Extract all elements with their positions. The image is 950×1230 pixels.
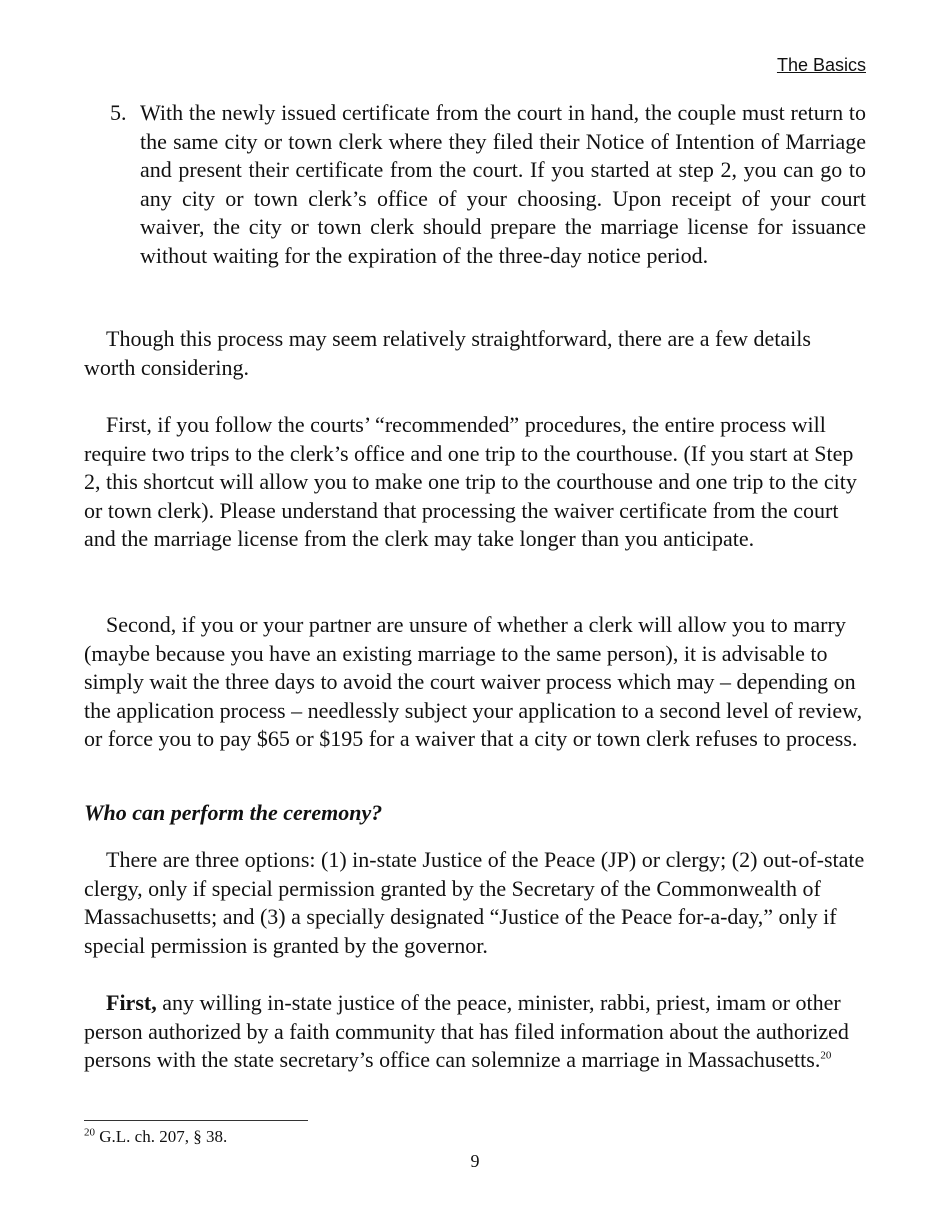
list-number: 5. bbox=[110, 100, 127, 125]
paragraph-first-trips-text: First, if you follow the courts’ “recommended” procedures, the entire process will require two trips to the clerk’s office and one trip to the courthouse. (If you start at Step 2, this shortcut will allow you to make one trip to the courthouse and one trip to the city or town clerk). Please understand that processing the waiver certificate from the court and the marriage license from the clerk may take longer than you anticipate. bbox=[84, 412, 857, 551]
paragraph-three-options-text: There are three options: (1) in-state Justice of the Peace (JP) or clergy; (2) out-of-state clergy, only if special permission granted by the Secretary of the Commonwealth of Massachusetts; and (3) a specially designated “Justice of the Peace for-a-day,” only if special permission is granted by the governor. bbox=[84, 847, 865, 958]
list-text: With the newly issued certificate from the court in hand, the couple must return to the same city or town clerk where they filed their Notice of Intention of Marriage and present their certificate from the court. If you started at step 2, you can go to any city or town clerk’s office of your choosing. Upon receipt of your court waiver, the city or town clerk should prepare the marriage license for issuance without waiting for the expiration of the three-day notice period. bbox=[140, 100, 866, 268]
paragraph-second-wait bbox=[84, 611, 866, 754]
paragraph-second-wait-text: Second, if you or your partner are unsure of whether a clerk will allow you to marry (maybe because you have an existing marriage to the same person), it is advisable to simply wait the three days to avoid the court waiver process which may – depending on the application process – needlessly subject your application to a second level of review, or force you to pay $65 or $195 for a waiver that a city or town clerk refuses to process. bbox=[84, 612, 863, 751]
section-header: The Basics bbox=[776, 55, 866, 75]
section-heading: Who can perform the ceremony? bbox=[84, 800, 383, 825]
footnote-number: 20 bbox=[84, 1126, 95, 1139]
paragraph-intro bbox=[84, 325, 866, 382]
page-number: 9 bbox=[470, 1151, 480, 1171]
footnote-divider bbox=[84, 1120, 308, 1121]
paragraph-first-bold: First, bbox=[106, 990, 157, 1015]
paragraph-first-justice bbox=[84, 989, 866, 1075]
paragraph-first-trips bbox=[84, 411, 866, 554]
paragraph-three-options bbox=[84, 846, 866, 960]
footnote bbox=[84, 1127, 227, 1147]
paragraph-intro-text: Though this process may seem relatively straightforward, there are a few details worth considering. bbox=[84, 326, 811, 380]
list-item-step-5 bbox=[84, 99, 866, 270]
footnote-reference[interactable]: 20 bbox=[820, 1049, 832, 1062]
footnote-text: G.L. ch. 207, § 38. bbox=[95, 1127, 228, 1146]
paragraph-first-justice-text: any willing in-state justice of the peace, minister, rabbi, priest, imam or other person authorized by a faith community that has filed information about the authorized persons with the state secretary’s office can solemnize a marriage in Massachusetts. bbox=[84, 990, 849, 1072]
